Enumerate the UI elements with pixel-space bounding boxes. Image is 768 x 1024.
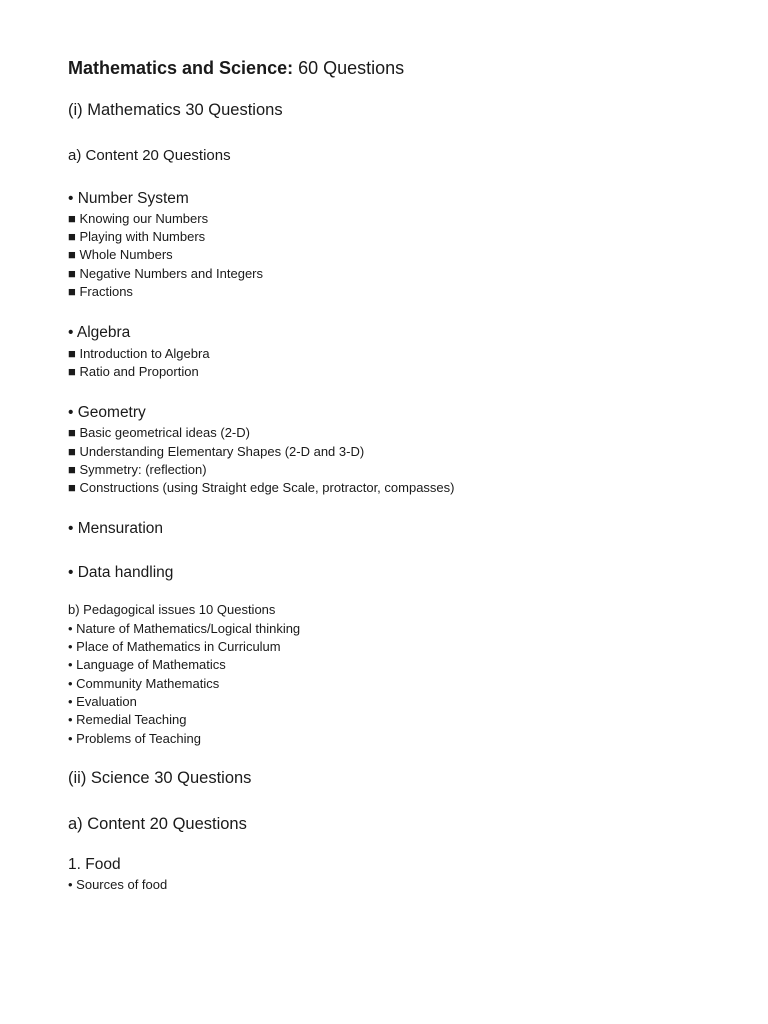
list-item: ■ Basic geometrical ideas (2-D): [68, 425, 250, 440]
list-item: ■ Ratio and Proportion: [68, 364, 199, 379]
math-content-heading: a) Content 20 Questions: [68, 147, 231, 164]
page-title-rest: 60 Questions: [293, 58, 405, 78]
list-item: ■ Introduction to Algebra: [68, 346, 210, 361]
list-item: ■ Symmetry: (reflection): [68, 462, 207, 477]
list-item: ■ Negative Numbers and Integers: [68, 266, 264, 281]
list-item: • Place of Mathematics in Curriculum: [68, 639, 281, 654]
list-item: ■ Whole Numbers: [68, 247, 173, 262]
list-item: • Sources of food: [68, 877, 168, 892]
list-item: ■ Playing with Numbers: [68, 229, 206, 244]
list-item: • Remedial Teaching: [68, 712, 187, 727]
list-item: • Community Mathematics: [68, 676, 220, 691]
list-item: ■ Fractions: [68, 284, 133, 299]
list-item: ■ Constructions (using Straight edge Scale, protractor, compasses): [68, 480, 455, 495]
page-title: [68, 58, 404, 79]
topic-data-handling: • Data handling: [68, 564, 174, 581]
science-heading: (ii) Science 30 Questions: [68, 769, 252, 787]
topic-number-system: • Number System: [68, 190, 189, 207]
list-item: • Evaluation: [68, 694, 137, 709]
page-title-bold: Mathematics and Science:: [68, 58, 294, 78]
topic-food: 1. Food: [68, 856, 121, 873]
pedagogy-heading: b) Pedagogical issues 10 Questions: [68, 602, 276, 617]
math-heading: (i) Mathematics 30 Questions: [68, 101, 283, 119]
list-item: ■ Knowing our Numbers: [68, 211, 209, 226]
topic-mensuration: • Mensuration: [68, 520, 164, 537]
list-item: ■ Understanding Elementary Shapes (2-D and 3-D): [68, 444, 365, 459]
science-content-heading: a) Content 20 Questions: [68, 815, 247, 833]
list-item: • Problems of Teaching: [68, 731, 201, 746]
topic-geometry: • Geometry: [68, 404, 146, 421]
list-item: • Nature of Mathematics/Logical thinking: [68, 621, 301, 636]
list-item: • Language of Mathematics: [68, 657, 226, 672]
topic-algebra: • Algebra: [68, 324, 131, 341]
